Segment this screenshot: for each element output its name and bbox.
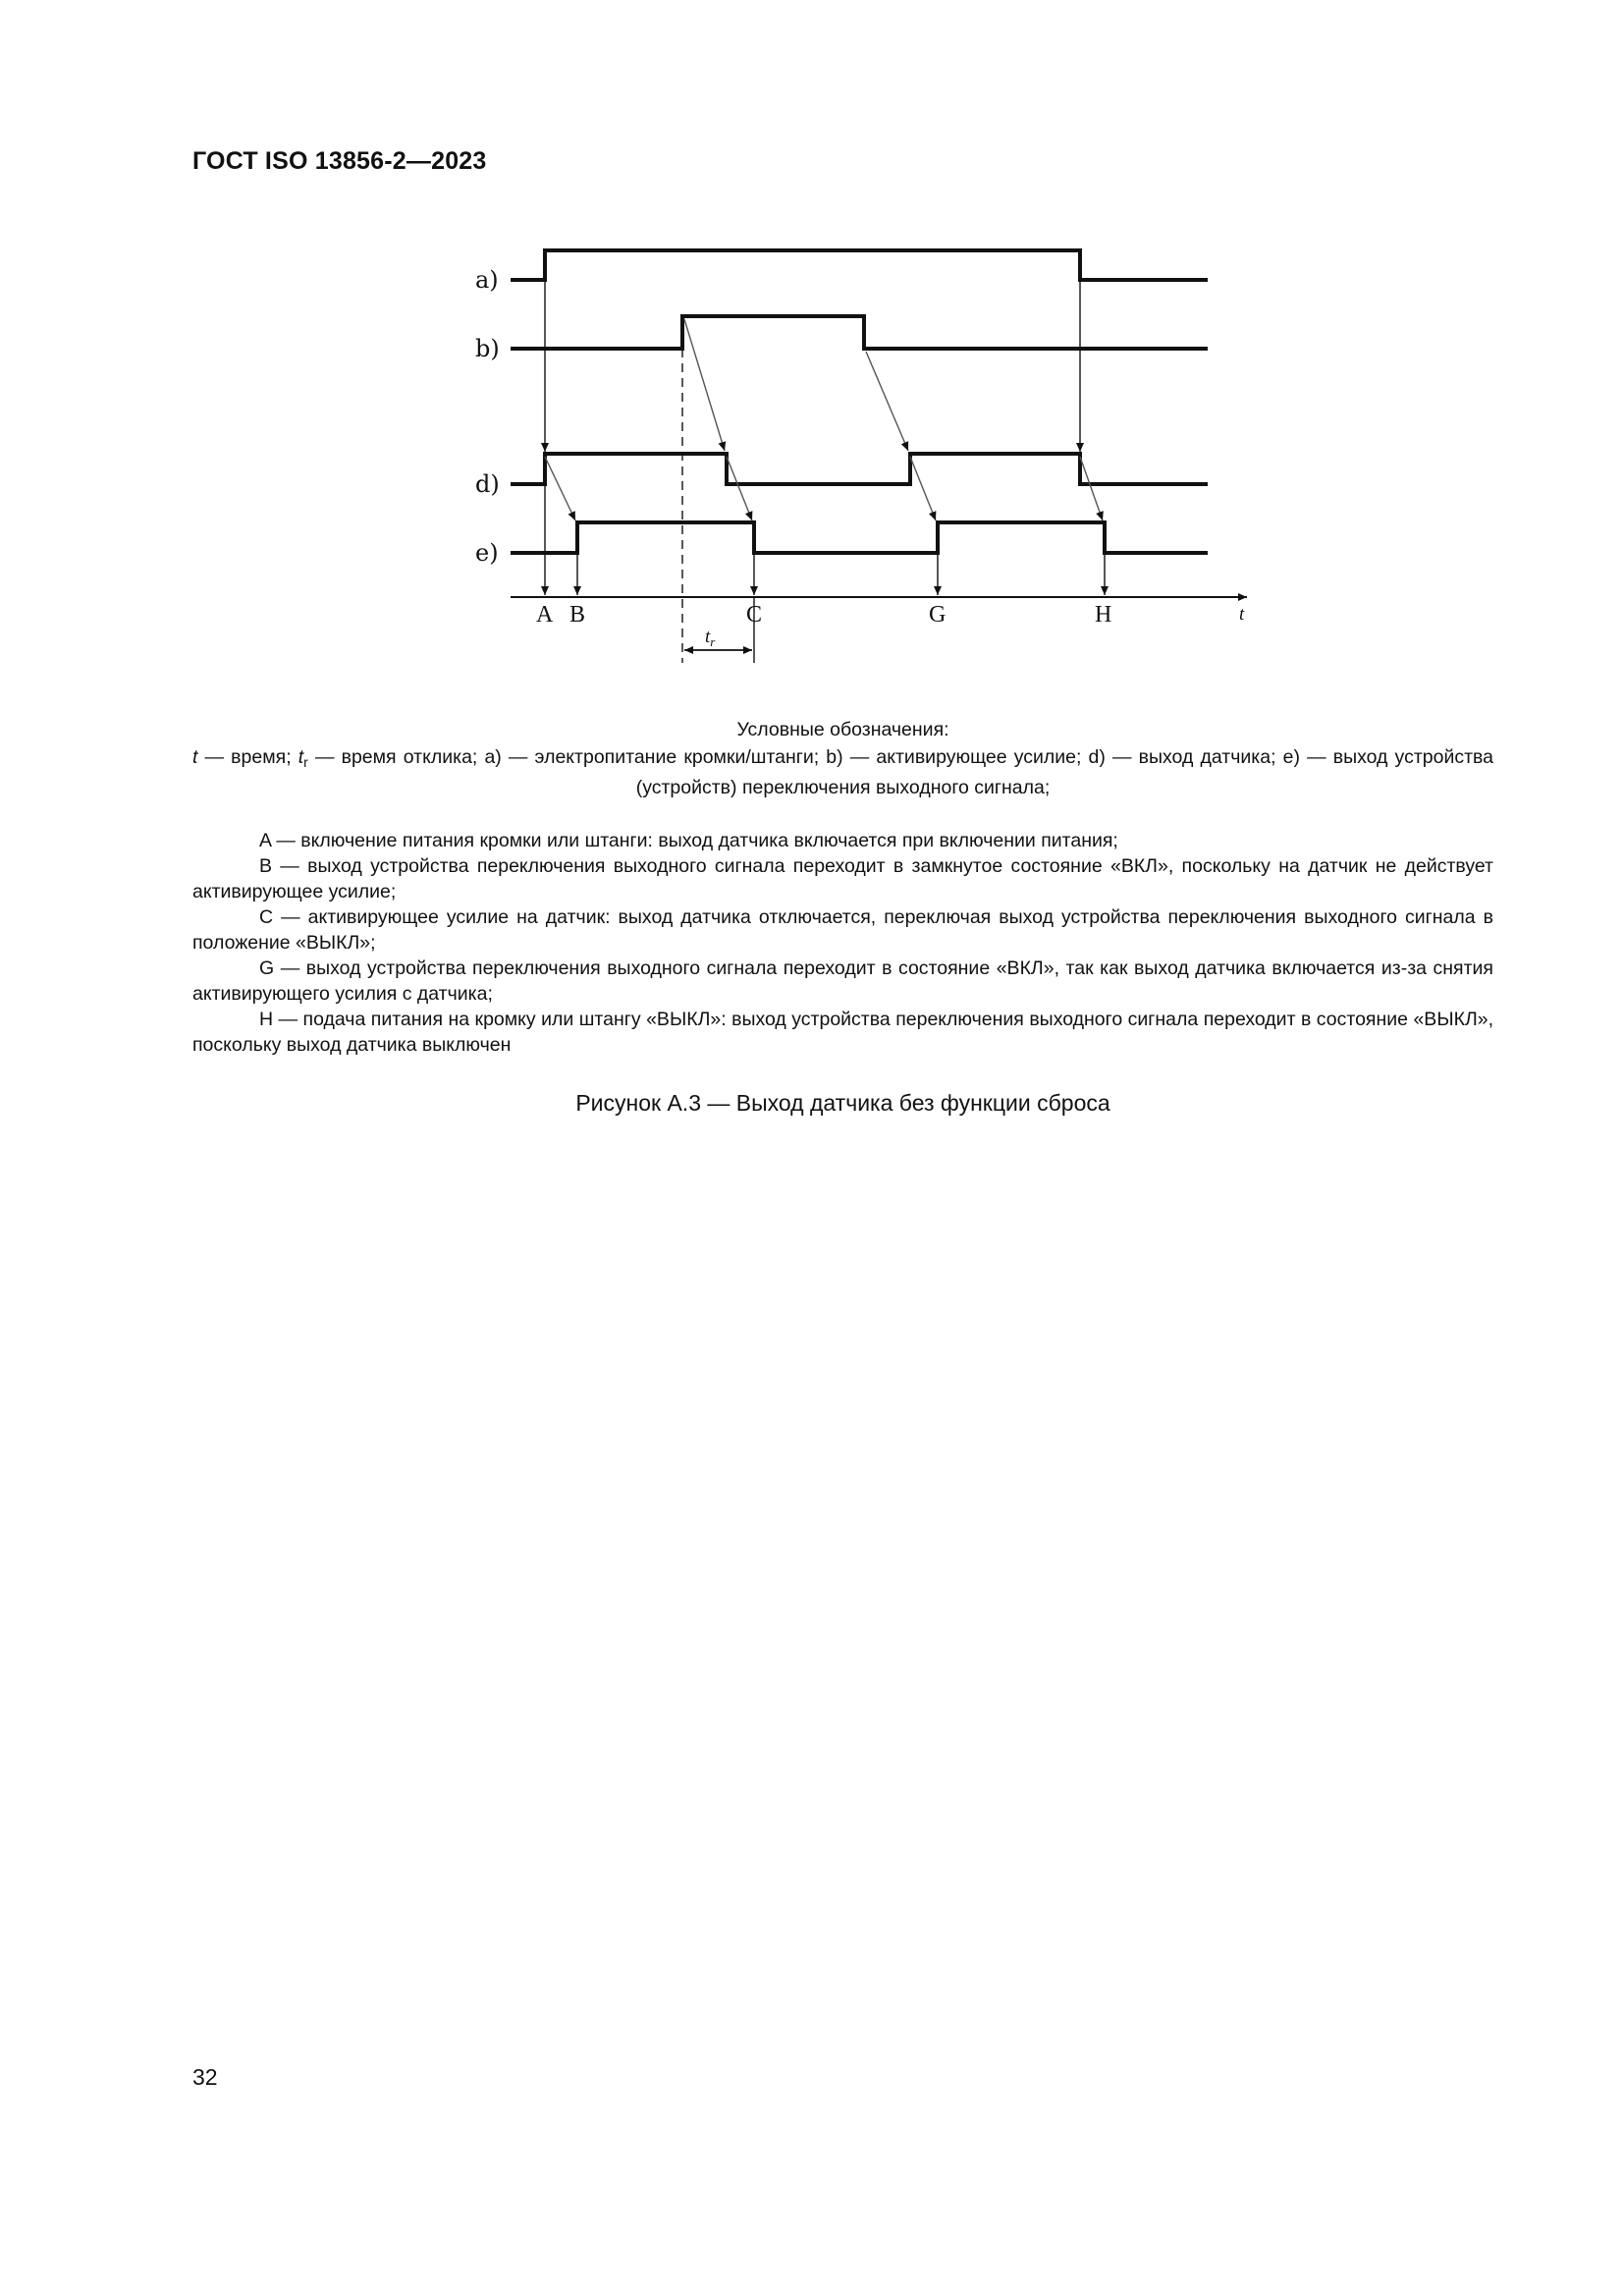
time-axis-label: t <box>1239 604 1245 625</box>
legend-title: Условные обозначения: <box>736 719 949 740</box>
signal-e-waveform <box>511 522 1208 553</box>
legend-tr-symbol: t <box>298 746 304 768</box>
point-descriptions <box>192 828 1493 1058</box>
legend-t-desc: — время; <box>197 746 298 768</box>
legend-rest: — время отклика; a) — электропитание кромки/штанги; b) — активирующее усилие; d) — выход датчика; e) — выход устройства (устройств) переключения выходного сигнала; <box>307 746 1493 798</box>
figure-caption: Рисунок А.3 — Выход датчика без функции сброса <box>575 1090 1110 1116</box>
description-item-g: G — выход устройства переключения выходного сигнала переходит в состояние «ВКЛ», так как выход датчика включается из-за снятия активирующего усилия с датчика; <box>192 957 1493 1005</box>
timing-diagram <box>461 231 1267 692</box>
response-time-label: $t_r$ <box>705 627 716 649</box>
description-item-a: A — включение питания кромки или штанги: выход датчика включается при включении питания; <box>259 830 1118 851</box>
legend-t-symbol: t <box>192 746 198 768</box>
legend-body <box>192 744 1493 800</box>
signal-label-b: b) <box>475 335 500 362</box>
signal-label-a: a) <box>475 266 499 294</box>
signal-b-waveform <box>511 316 1208 349</box>
point-label-h: H <box>1095 602 1112 628</box>
legend-tr-sub: r <box>303 754 308 770</box>
timing-diagram-svg <box>461 231 1267 692</box>
signal-d-waveform <box>511 454 1208 484</box>
description-item-h: H — подача питания на кромку или штангу «ВЫКЛ»: выход устройства переключения выходного сигнала переходит в состояние «ВЫКЛ», поскольку выход датчика выключен <box>192 1009 1493 1056</box>
signal-label-e: e) <box>475 539 499 567</box>
signal-a-waveform <box>511 250 1208 280</box>
vertical-arrows <box>545 254 1105 595</box>
description-item-b: B — выход устройства переключения выходного сигнала переходит в замкнутое состояние «ВКЛ», поскольку на датчик не действует активирующее усилие; <box>192 855 1493 902</box>
point-label-c: C <box>746 602 763 628</box>
point-label-g: G <box>929 602 947 628</box>
point-label-a: A <box>536 602 554 628</box>
page-number: 32 <box>192 2064 218 2090</box>
point-label-b: B <box>569 602 586 628</box>
description-item-c: C — активирующее усилие на датчик: выход датчика отключается, переключая выход устройства переключения выходного сигнала в положение «ВЫКЛ»; <box>192 906 1493 954</box>
document-header: ГОСТ ISO 13856-2—2023 <box>192 147 487 175</box>
signal-label-d: d) <box>475 470 500 498</box>
